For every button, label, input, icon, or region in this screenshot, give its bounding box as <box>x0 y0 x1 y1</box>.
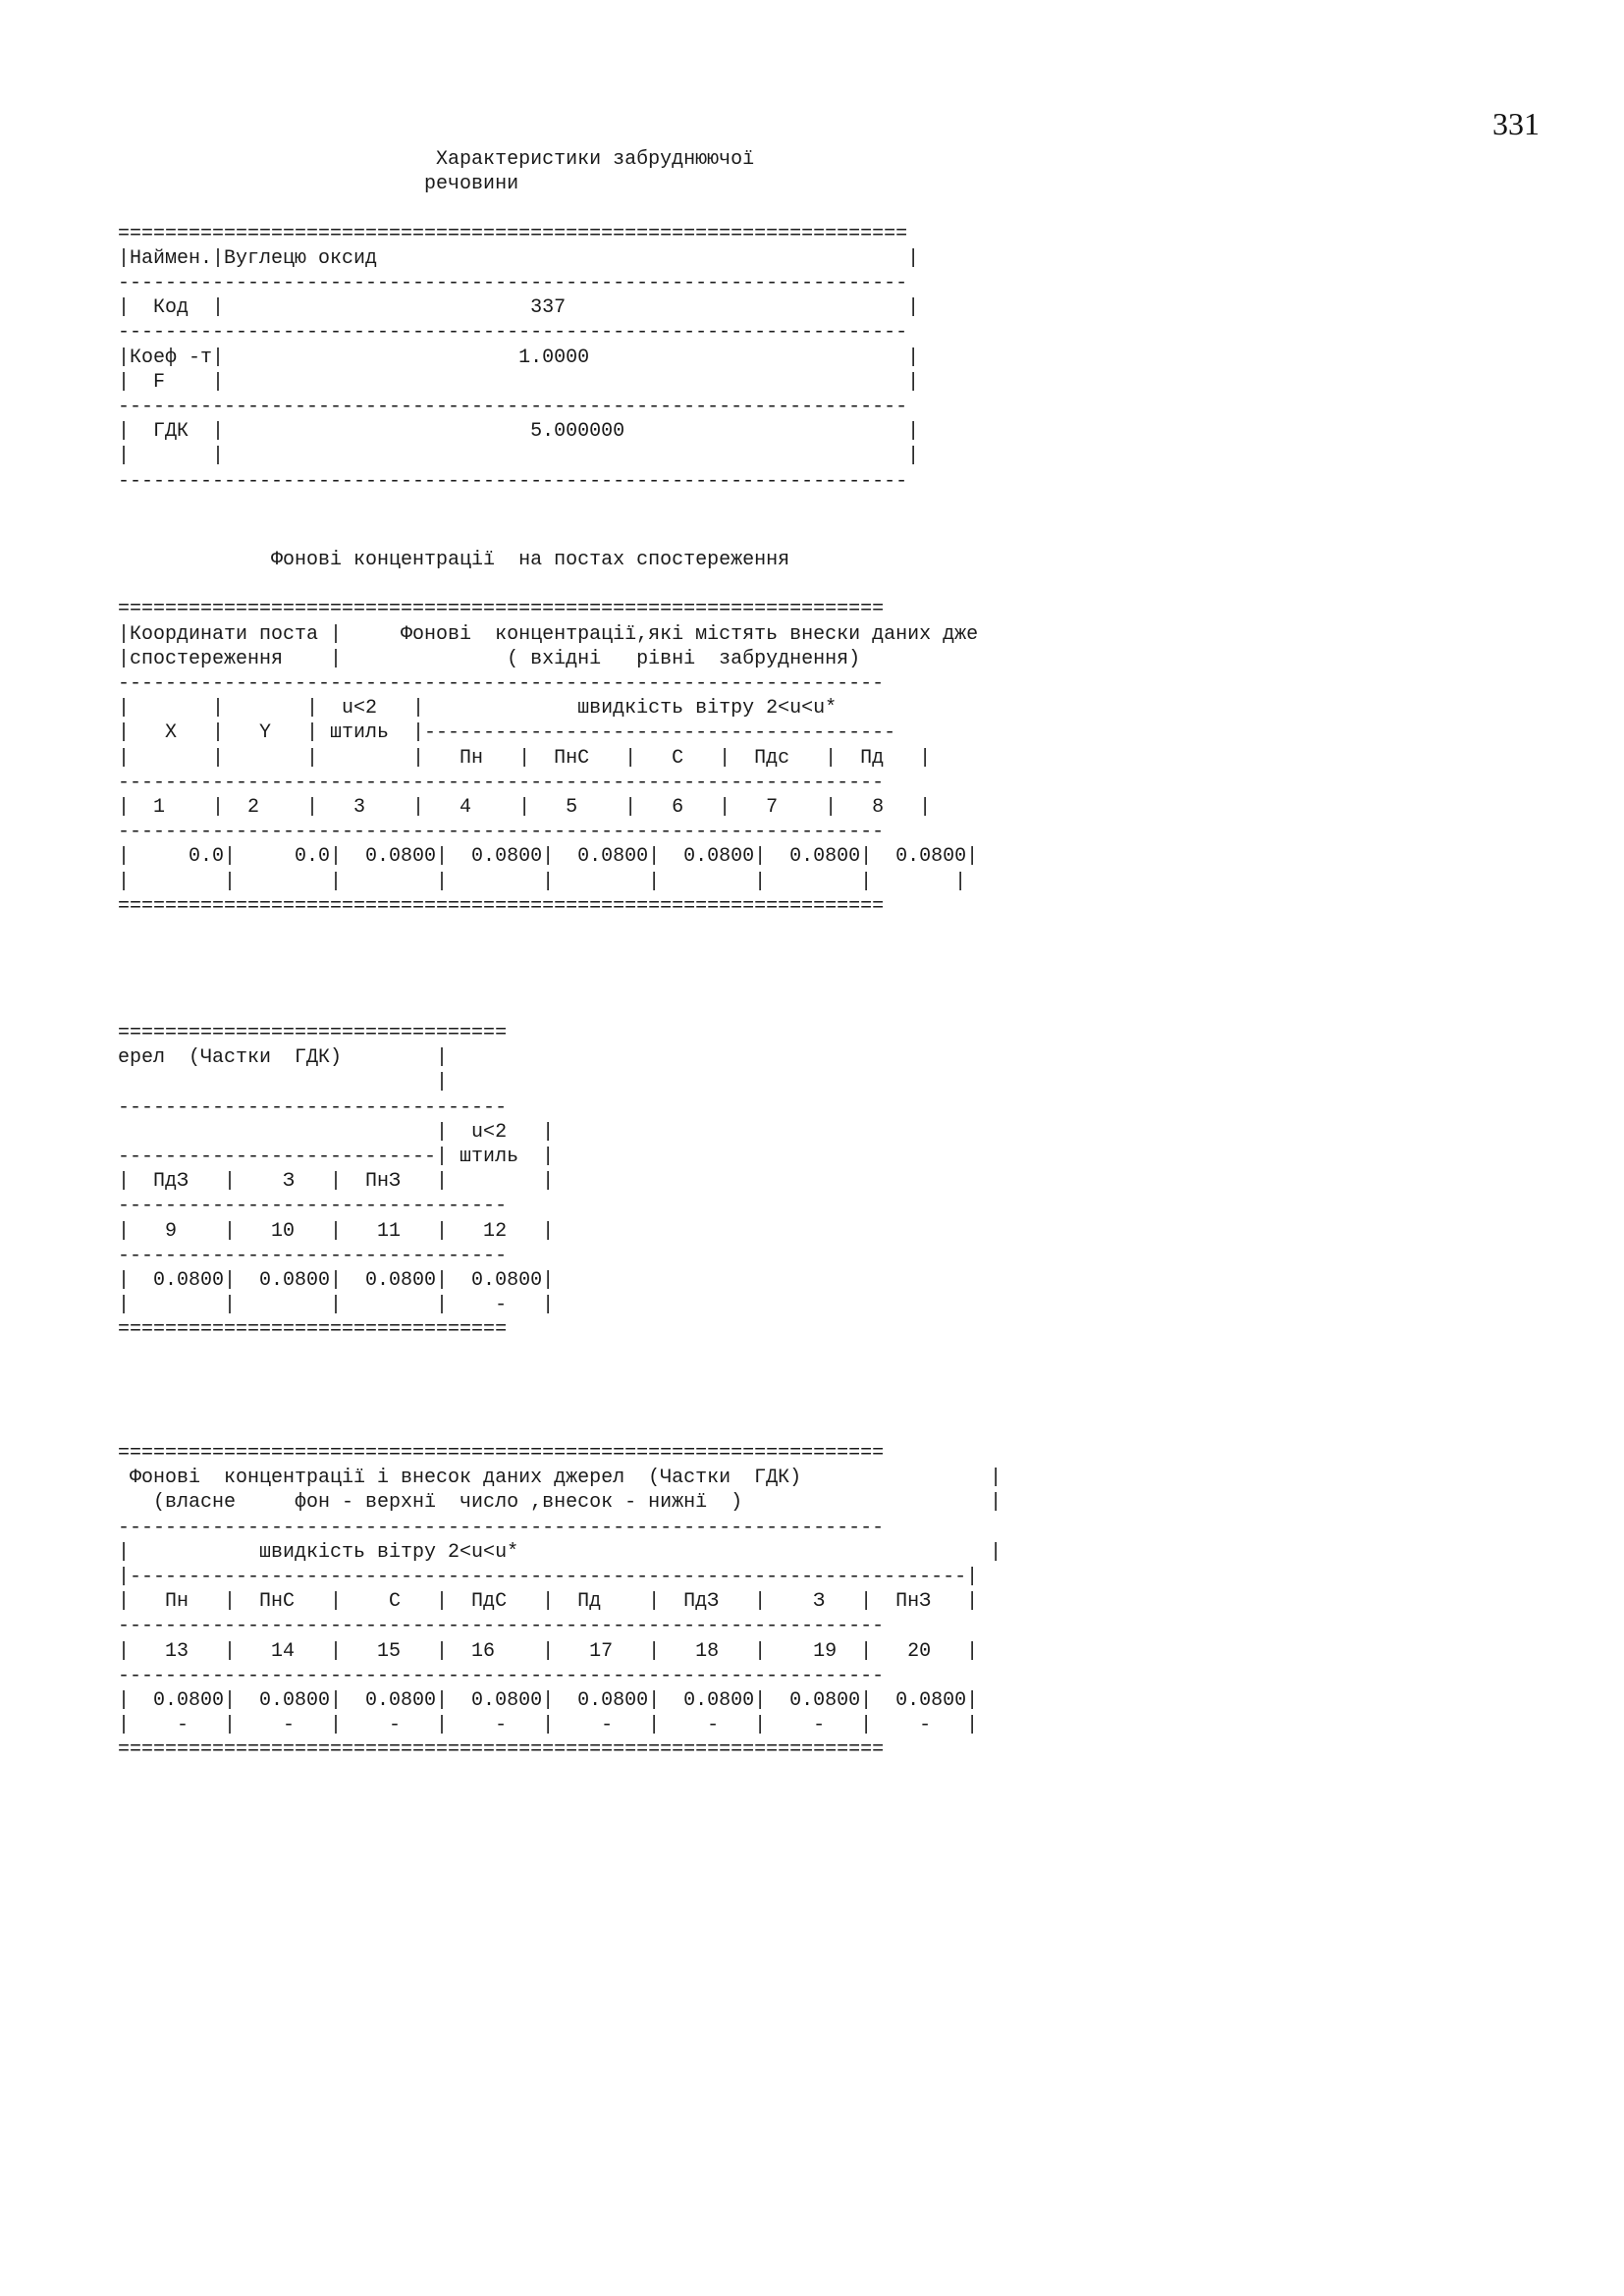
table-line: ------------------------------------------------------------------- <box>118 272 908 295</box>
table-line: (власне фон - верхнї число ,внесок - нижнї ) | <box>118 1491 1002 1515</box>
table-line: ------------------------------------------------------------------- <box>118 469 908 493</box>
table-line: | 9 | 10 | 11 | 12 | <box>118 1219 555 1243</box>
table-line: | X | Y | штиль |---------------------------------------- <box>118 721 896 745</box>
table-line: | Пн | ПнС | С | ПдС | Пд | ПдЗ | З | ПнЗ | <box>118 1590 979 1614</box>
table-line: | | | u<2 | швидкість вітру 2<u<u* <box>118 697 838 721</box>
table-line: ================================= <box>118 1022 508 1044</box>
table-line: | | | | - | <box>118 1294 555 1317</box>
table-line: --------------------------------- <box>118 1095 508 1119</box>
table-line: |-----------------------------------------------------------------------| <box>118 1566 979 1589</box>
table-line: ------------------------------------------------------------------- <box>118 396 908 419</box>
table-line: ================================= <box>118 1318 508 1342</box>
table-line: | <box>118 1071 449 1095</box>
table-line: --------------------------------- <box>118 1195 508 1218</box>
table-line: | Код | 337 | <box>118 296 920 320</box>
table-line: --------------------------------- <box>118 1244 508 1267</box>
table-line: ----------------------------------------------------------------- <box>118 1615 885 1638</box>
table-line: |Наймен.|Вуглецю оксид | <box>118 246 920 270</box>
table-line: ----------------------------------------------------------------- <box>118 771 885 794</box>
table-line: | 0.0800| 0.0800| 0.0800| 0.0800| 0.0800| 0.0800| 0.0800| 0.0800| <box>118 1689 979 1713</box>
table-line: ================================================================= <box>118 894 885 918</box>
table-line: Фонові концентрації і внесок даних джерел (Частки ГДК) | <box>118 1467 1002 1490</box>
table-line: | швидкість вітру 2<u<u* | <box>118 1540 1002 1564</box>
table-line: Фонові концентрації на постах спостереження <box>118 549 790 571</box>
table-line: ерел (Частки ГДК) | <box>118 1046 449 1070</box>
table-line: ================================================================= <box>118 1442 885 1465</box>
table-line: ---------------------------| штиль | <box>118 1146 555 1169</box>
background-concentrations-table <box>118 548 978 919</box>
table-line: речовини <box>118 173 519 196</box>
table-line: ----------------------------------------------------------------- <box>118 1516 885 1539</box>
table-line: | 1 | 2 | 3 | 4 | 5 | 6 | 7 | 8 | <box>118 796 932 820</box>
background-concentrations-continuation-table <box>118 1021 554 1343</box>
table-line: Характеристики забруднюючої <box>118 148 755 171</box>
table-line: | | | | Пн | ПнС | С | Пдс | Пд | <box>118 746 932 770</box>
table-line: ----------------------------------------------------------------- <box>118 1664 885 1687</box>
table-line: | - | - | - | - | - | - | - | - | <box>118 1714 979 1737</box>
table-line: ------------------------------------------------------------------- <box>118 321 908 345</box>
table-line: |Координати поста | Фонові концентрації,які містять внески даних дже <box>118 622 979 646</box>
source-contribution-table <box>118 1441 1001 1763</box>
table-line: | ГДК | 5.000000 | <box>118 420 920 444</box>
page-number: 331 <box>1492 106 1540 141</box>
table-line: | | | <box>118 445 920 468</box>
table-line: ================================================================= <box>118 598 885 621</box>
table-line: | ПдЗ | З | ПнЗ | | <box>118 1170 555 1194</box>
table-line: ----------------------------------------------------------------- <box>118 672 885 696</box>
table-line: | 13 | 14 | 15 | 16 | 17 | 18 | 19 | 20 | <box>118 1639 979 1663</box>
table-line: ================================================================= <box>118 1738 885 1762</box>
table-line: | u<2 | <box>118 1120 555 1144</box>
table-line: | 0.0800| 0.0800| 0.0800| 0.0800| <box>118 1269 555 1293</box>
substance-characteristics-table <box>118 147 919 494</box>
table-line: |Коеф -т| 1.0000 | <box>118 346 920 369</box>
table-line: | | | | | | | | | <box>118 870 967 893</box>
table-line: =================================================================== <box>118 222 908 245</box>
table-line: | F | | <box>118 370 920 394</box>
table-line: |спостереження | ( вхідні рівні забруднення) <box>118 647 861 670</box>
table-line: ----------------------------------------------------------------- <box>118 821 885 844</box>
table-line: | 0.0| 0.0| 0.0800| 0.0800| 0.0800| 0.0800| 0.0800| 0.0800| <box>118 845 979 869</box>
